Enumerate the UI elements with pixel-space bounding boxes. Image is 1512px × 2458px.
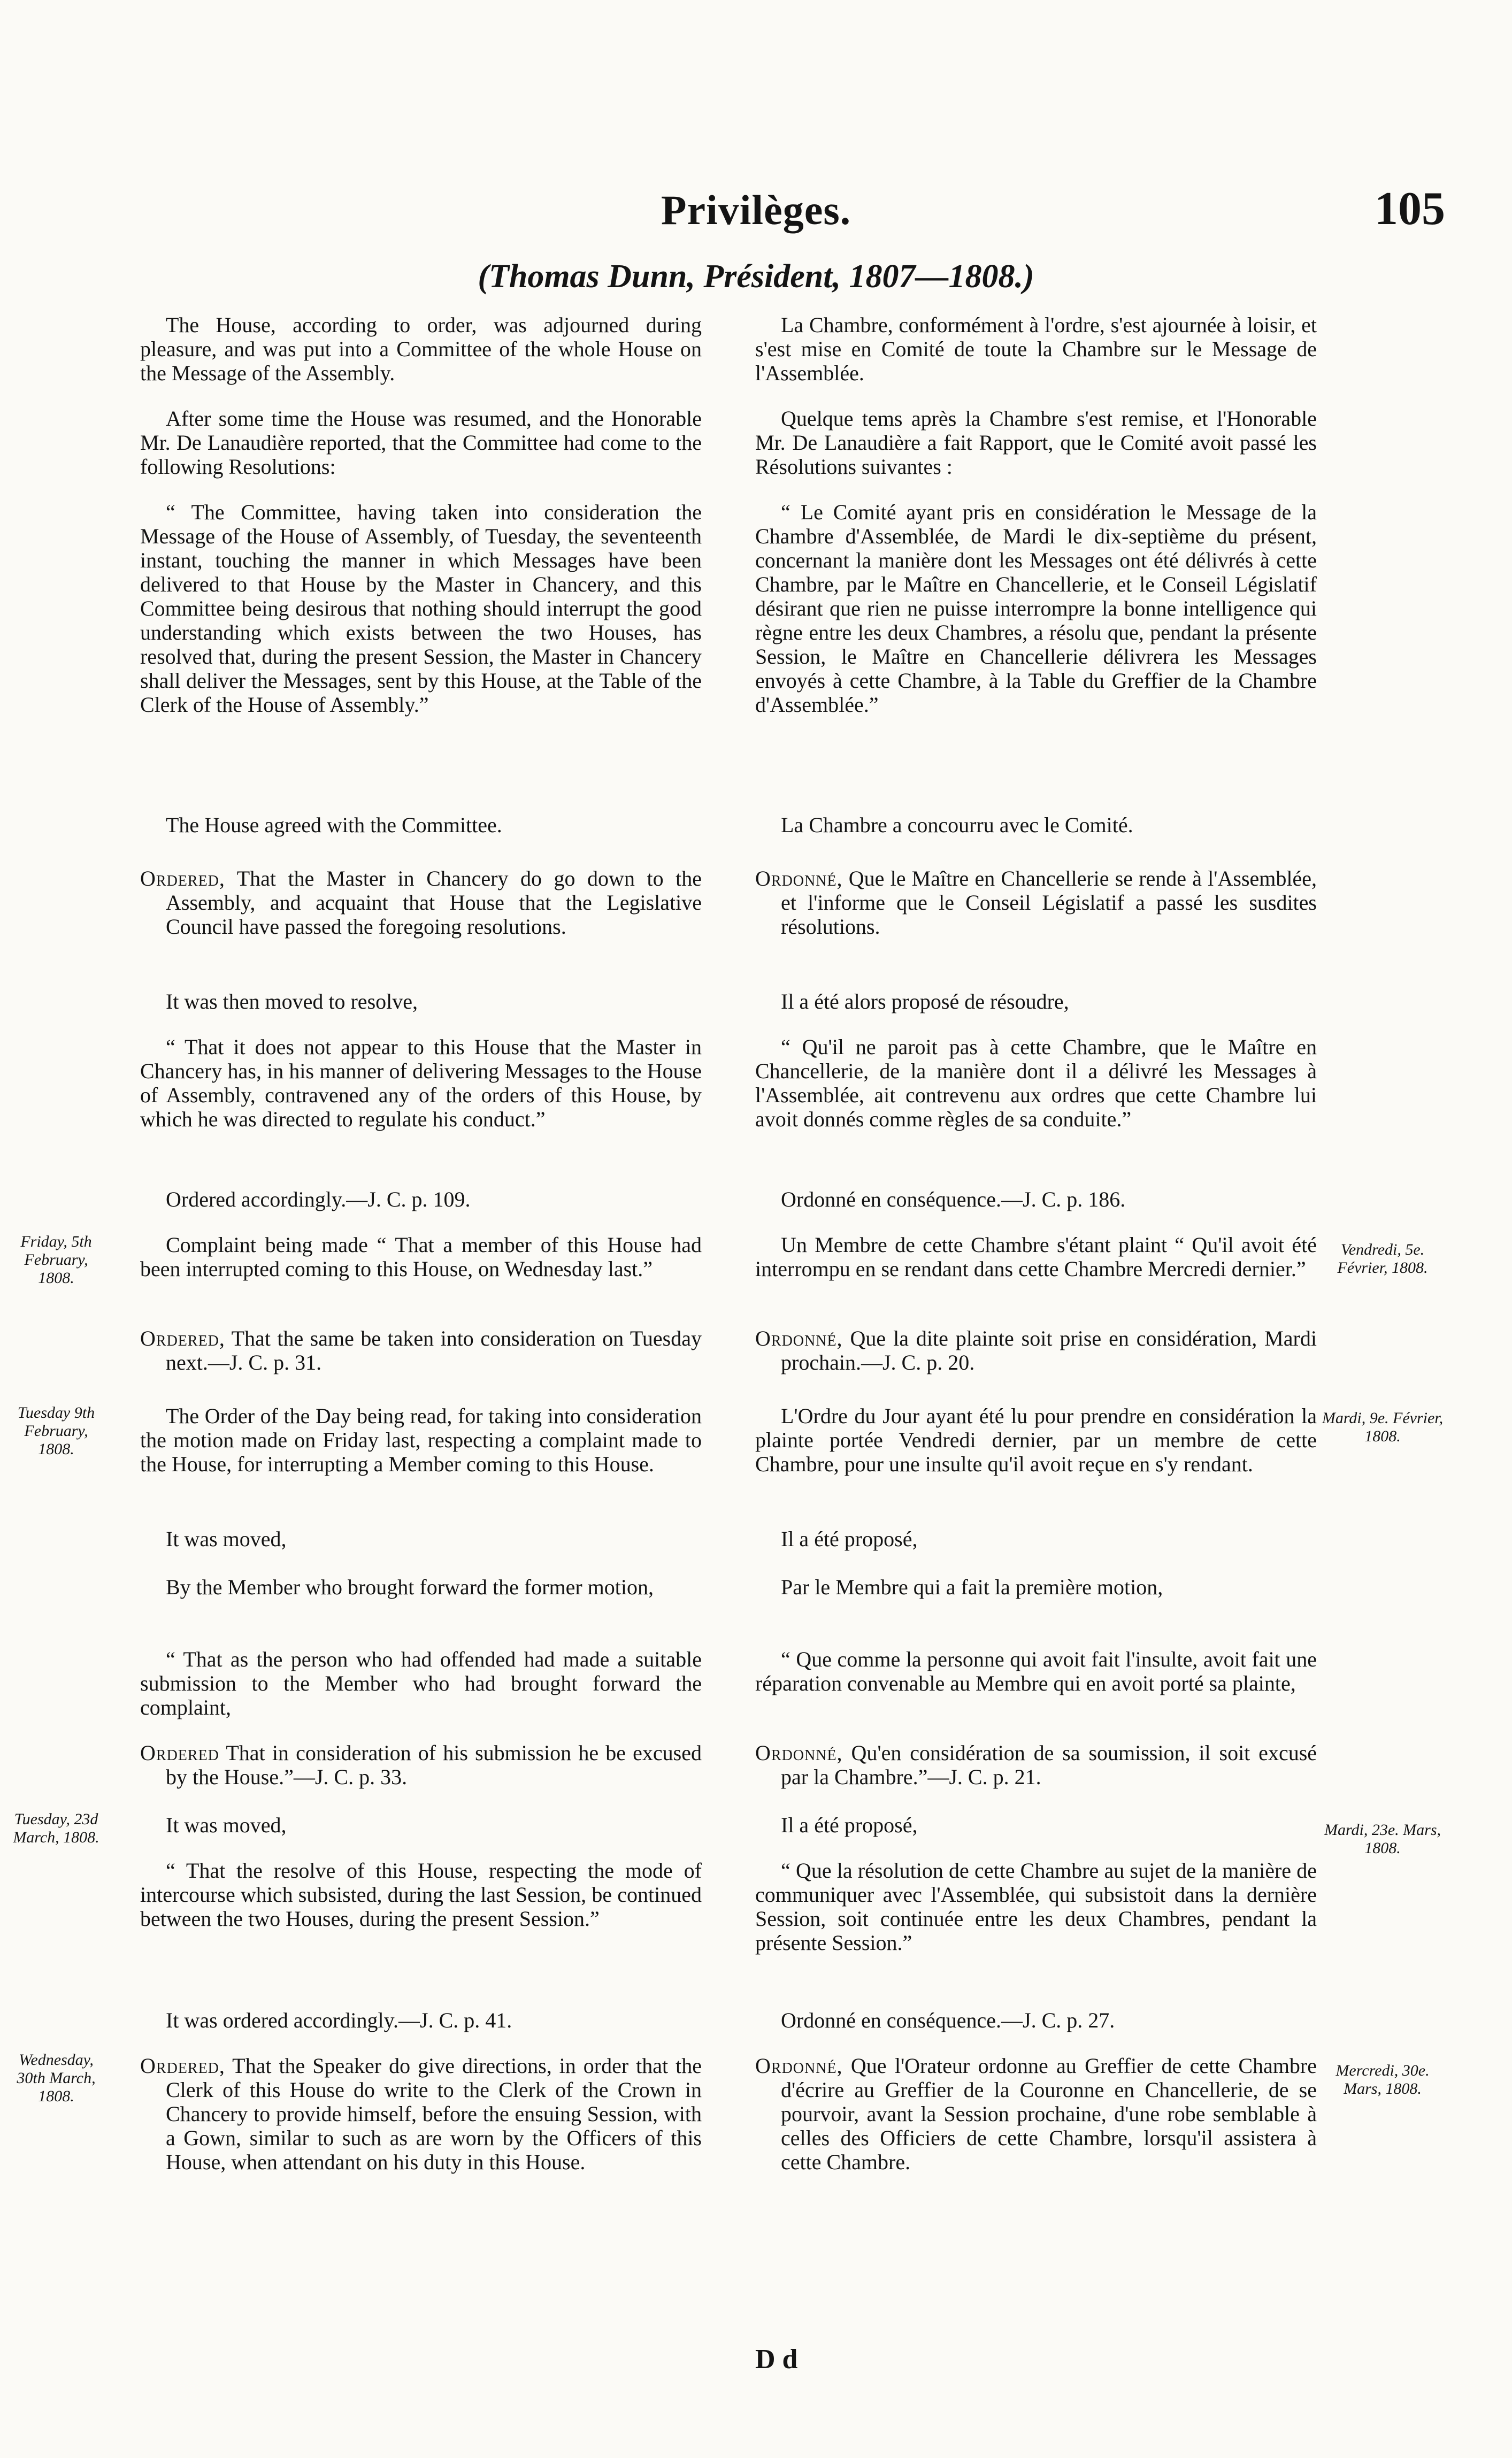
order-en: Ordered, That the Master in Chancery do go down to the Assembly, and acquaint that House that the Legislative Council have passed the foregoing resolutions. [140,866,702,939]
margin-date-fr: Vendredi, 5e. Février, 1808. [1337,1241,1428,1277]
paragraph-fr: Il a été alors proposé de résoudre, [781,989,1069,1013]
paragraph-en: By the Member who brought forward the former motion, [166,1575,654,1599]
paragraph-fr: Ordonné en conséquence.—J. C. p. 27. [781,2008,1115,2032]
paragraph-en: It was then moved to resolve, [166,989,418,1013]
paragraph-en: It was ordered accordingly.—J. C. p. 41. [166,2008,512,2032]
paragraph-en: Complaint being made “ That a member of this House had been interrupted coming to this House, on Wednesday last.” [140,1233,702,1281]
paragraph-en: The Order of the Day being read, for taking into consideration the motion made on Friday last, respecting a complaint made to the House, for interrupting a Member coming to this House. [140,1404,702,1476]
page-title: Privilèges. [661,187,851,233]
motion-quote-en: “ That the resolve of this House, respecting the mode of intercourse which subsisted, during the last Session, be continued between the two Houses, during the present Session.” [140,1858,702,1931]
margin-date-en: Tuesday, 23d March, 1808. [13,1810,99,1846]
motion-quote-fr: “ Que comme la personne qui avoit fait l'insulte, avoit fait une réparation convenable au Membre qui en avoit porté sa plainte, [755,1647,1317,1695]
paragraph-fr: Par le Membre qui a fait la première motion, [781,1575,1163,1599]
margin-date-en: Wednesday, 30th March, 1808. [17,2051,96,2105]
paragraph-en: The House agreed with the Committee. [166,813,502,837]
order-en: Ordered, That the Speaker do give directions, in order that the Clerk of this House do write to the Clerk of the Crown in Chancery to provide himself, before the ensuing Session, with a Gown, similar to such as are worn by the Officers of this House, when attendant on his duty in this House. [140,2054,702,2174]
order-en: Ordered, That the same be taken into consideration on Tuesday next.—J. C. p. 31. [140,1326,702,1374]
paragraph-fr: Ordonné en conséquence.—J. C. p. 186. [781,1187,1126,1211]
resolution-quote-en: “ The Committee, having taken into consideration the Message of the House of Assembly, of Tuesday, the seventeenth instant, touching the manner in which Messages have been delivered to that House by the Master in Chancery, and this Committee being desirous that nothing should interrupt the good understanding which exists between the two Houses, has resolved that, during the present Session, the Master in Chancery shall deliver the Messages, sent by this House, at the Table of the Clerk of the House of Assembly.” [140,500,702,717]
paragraph-fr: L'Ordre du Jour ayant été lu pour prendre en considération la plainte portée Vendredi dernier, par un membre de cette Chambre, pour une insulte qu'il avoit reçue en s'y rendant. [755,1404,1317,1476]
paragraph-fr: Il a été proposé, [781,1527,918,1551]
signature-mark: D d [755,2344,798,2375]
paragraph-en: After some time the House was resumed, and the Honorable Mr. De Lanaudière reported, that the Committee had come to the following Resolutions: [140,406,702,479]
paragraph-fr: Quelque tems après la Chambre s'est remise, et l'Honorable Mr. De Lanaudière a fait Rapport, que le Comité avoit passé les Résolutions suivantes : [755,406,1317,479]
resolution-quote-fr: “ Le Comité ayant pris en considération le Message de la Chambre d'Assemblée, de Mardi le dix-septième du présent, concernant la manière dont les Messages ont été délivrés à cette Chambre, par le Maître en Chancellerie, et le Conseil Législatif désirant que rien ne puisse interrompre la bonne intelligence qui règne entre les deux Chambres, a résolu que, pendant la présente Session, le Maître en Chancellerie délivrera les Messages envoyés à cette Chambre, à la Table du Greffier de la Chambre d'Assemblée.” [755,500,1317,717]
paragraph-fr: Un Membre de cette Chambre s'étant plaint “ Qu'il avoit été interrompu en se rendant dans cette Chambre Mercredi dernier.” [755,1233,1317,1281]
motion-quote-fr: “ Qu'il ne paroit pas à cette Chambre, que le Maître en Chancellerie, de la manière dont il a délivré les Messages à l'Assemblée, ait contrevenu aux ordres que cette Chambre lui avoit donnés comme règles de sa conduite.” [755,1035,1317,1131]
page-number: 105 [1375,183,1445,235]
margin-date-fr: Mardi, 9e. Février, 1808. [1322,1409,1444,1445]
paragraph-fr: La Chambre a concourru avec le Comité. [781,813,1133,837]
paragraph-en: It was moved, [166,1813,287,1837]
margin-date-fr: Mardi, 23e. Mars, 1808. [1324,1821,1441,1857]
paragraph-en: The House, according to order, was adjourned during pleasure, and was put into a Committee of the whole House on the Message of the Assembly. [140,313,702,385]
order-en: Ordered That in consideration of his submission he be excused by the House.”—J. C. p. 33. [140,1741,702,1789]
paragraph-fr: Il a été proposé, [781,1813,918,1837]
order-fr: Ordonné, Que le Maître en Chancellerie se rende à l'Assemblée, et l'informe que le Conseil Législatif a passé les susdites résolutions. [755,866,1317,939]
margin-date-fr: Mercredi, 30e. Mars, 1808. [1336,2062,1430,2098]
page-subtitle: (Thomas Dunn, Président, 1807—1808.) [478,258,1034,295]
motion-quote-en: “ That as the person who had offended had made a suitable submission to the Member who had brought forward the complaint, [140,1647,702,1719]
margin-date-en: Friday, 5th February, 1808. [20,1233,92,1287]
paragraph-en: It was moved, [166,1527,287,1551]
order-fr: Ordonné, Que la dite plainte soit prise en considération, Mardi prochain.—J. C. p. 20. [755,1326,1317,1374]
margin-date-en: Tuesday 9th February, 1808. [17,1404,95,1458]
motion-quote-en: “ That it does not appear to this House that the Master in Chancery has, in his manner of delivering Messages to the House of Assembly, contravened any of the orders of this House, by which he was directed to regulate his conduct.” [140,1035,702,1131]
paragraph-en: Ordered accordingly.—J. C. p. 109. [166,1187,471,1211]
order-fr: Ordonné, Qu'en considération de sa soumission, il soit excusé par la Chambre.”—J. C. p. 21. [755,1741,1317,1789]
motion-quote-fr: “ Que la résolution de cette Chambre au sujet de la manière de communiquer avec l'Assemblée, qui subsistoit dans la dernière Session, soit continuée entre les deux Chambres, pendant la présente Session.” [755,1858,1317,1955]
paragraph-fr: La Chambre, conformément à l'ordre, s'est ajournée à loisir, et s'est mise en Comité de toute la Chambre sur le Message de l'Assemblée. [755,313,1317,385]
order-fr: Ordonné, Que l'Orateur ordonne au Greffier de cette Chambre d'écrire au Greffier de la Couronne en Chancellerie, de se pourvoir, avant la Session prochaine, d'une robe semblable à celles des Officiers de cette Chambre, lorsqu'il assistera à cette Chambre. [755,2054,1317,2174]
